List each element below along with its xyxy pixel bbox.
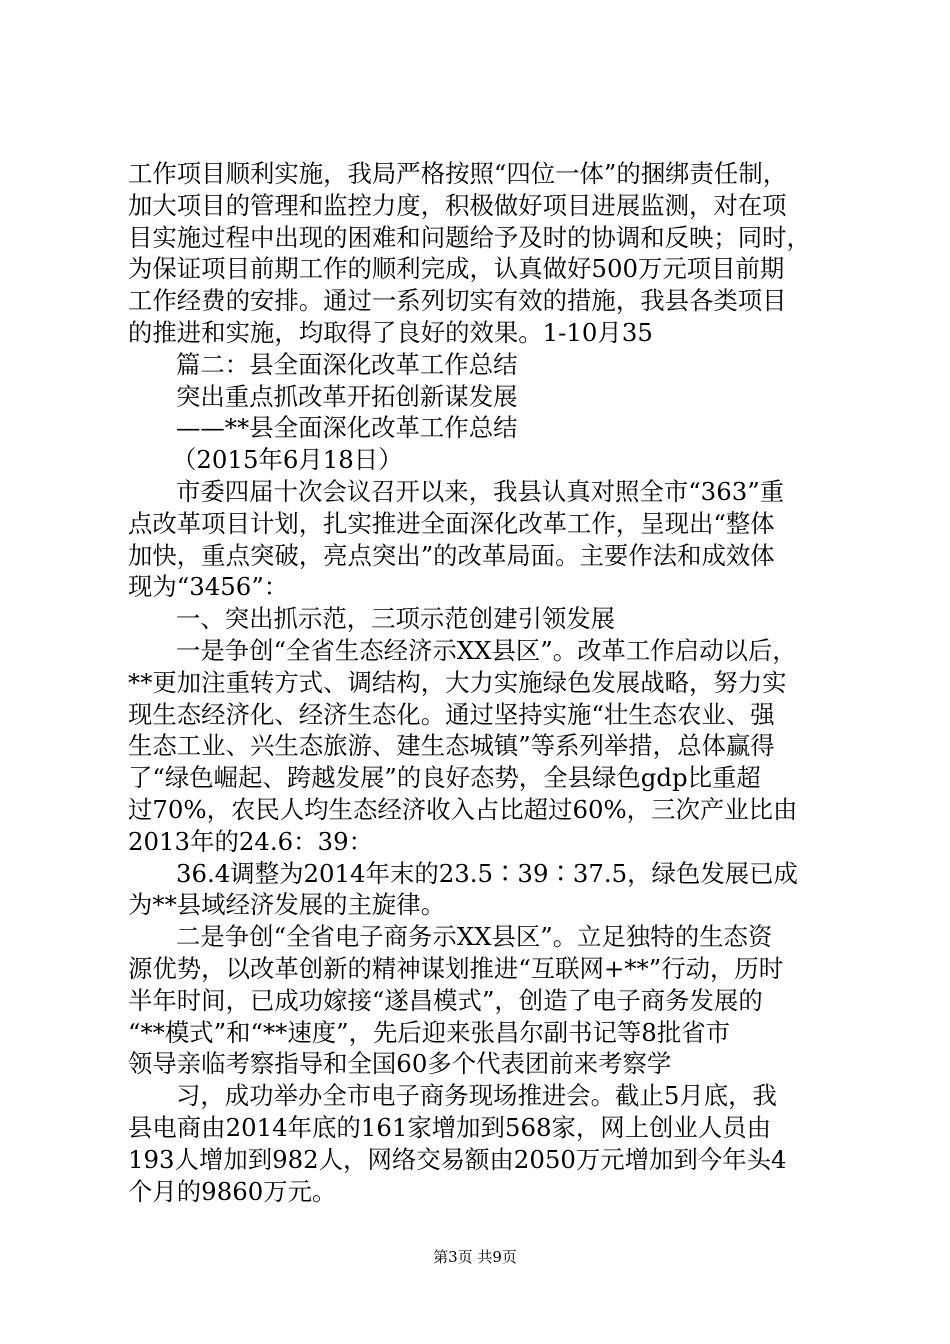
paragraph-line: 篇二：县全面深化改革工作总结	[176, 349, 518, 379]
paragraph-line: 加大项目的管理和监控力度，积极做好项目进展监测，对在项	[128, 190, 787, 220]
paragraph-line: 为保证项目前期工作的顺利完成，认真做好500万元项目前期	[128, 254, 785, 284]
paragraph-line: 二是争创“全省电子商务示XX县区”。立足独特的生态资	[176, 922, 773, 952]
paragraph-line: 36.4调整为2014年末的23.5∶39∶37.5，绿色发展已成	[176, 858, 798, 888]
paragraph-line: “**模式”和“**速度”，先后迎来张昌尔副书记等8批省市	[128, 1017, 730, 1047]
paragraph-line: 一是争创“全省生态经济示XX县区”。改革工作启动以后，	[176, 635, 797, 665]
paragraph-line: 一、突出抓示范，三项示范创建引领发展	[176, 604, 616, 634]
paragraph-line: 现生态经济化、经济生态化。通过坚持实施“壮生态农业、强	[128, 699, 775, 729]
paragraph-line: 突出重点抓改革开拓创新谋发展	[176, 381, 518, 411]
paragraph-line: 工作项目顺利实施，我局严格按照“四位一体”的捆绑责任制，	[128, 159, 788, 188]
paragraph-line: 2013年的24.6：39：	[128, 826, 373, 856]
paragraph-line: 半年时间，已成功嫁接“遂昌模式”，创造了电子商务发展的	[128, 985, 763, 1015]
paragraph-line: 生态工业、兴生态旅游、建生态城镇”等系列举措，总体赢得	[128, 731, 775, 761]
paragraph-line: 加快，重点突破，亮点突出”的改革局面。主要作法和成效体	[128, 540, 775, 570]
paragraph-line: 个月的9860万元。	[128, 1176, 337, 1206]
document-body	[128, 158, 840, 1207]
paragraph-line: 为**县域经济发展的主旋律。	[128, 890, 446, 920]
paragraph-line: 的推进和实施，均取得了良好的效果。1-10月35	[128, 317, 653, 347]
paragraph-line: 现为“3456”：	[128, 572, 289, 602]
paragraph-line: 193人增加到982人，网络交易额由2050万元增加到今年头4	[128, 1144, 787, 1174]
paragraph-line: **更加注重转方式、调结构，大力实施绿色发展战略，努力实	[128, 667, 787, 697]
paragraph-line: 工作经费的安排。通过一系列切实有效的措施，我县各类项目	[128, 286, 787, 316]
paragraph-line: 过70%，农民人均生态经济收入占比超过60%，三次产业比由	[128, 794, 798, 824]
paragraph-line: 点改革项目计划，扎实推进全面深化改革工作，呈现出“整体	[128, 508, 775, 538]
paragraph-line: 领导亲临考察指导和全国60多个代表团前来考察学	[128, 1049, 672, 1079]
paragraph-line: 了“绿色崛起、跨越发展”的良好态势，全县绿色gdp比重超	[128, 763, 761, 793]
paragraph-line: 习，成功举办全市电子商务现场推进会。截止5月底，我	[176, 1081, 777, 1111]
paragraph-line: （2015年6月18日）	[172, 445, 403, 475]
paragraph-line: 市委四届十次会议召开以来，我县认真对照全市“363”重	[176, 476, 785, 506]
paragraph-line: 县电商由2014年底的161家增加到568家，网上创业人员由	[128, 1112, 771, 1142]
paragraph-line: ——**县全面深化改革工作总结	[176, 413, 518, 443]
paragraph-line: 源优势，以改革创新的精神谋划推进“互联网+**”行动，历时	[128, 953, 784, 983]
page-footer: 第3页 共9页	[433, 1248, 517, 1266]
paragraph-line: 目实施过程中出现的困难和问题给予及时的协调和反映；同时，	[128, 222, 811, 252]
